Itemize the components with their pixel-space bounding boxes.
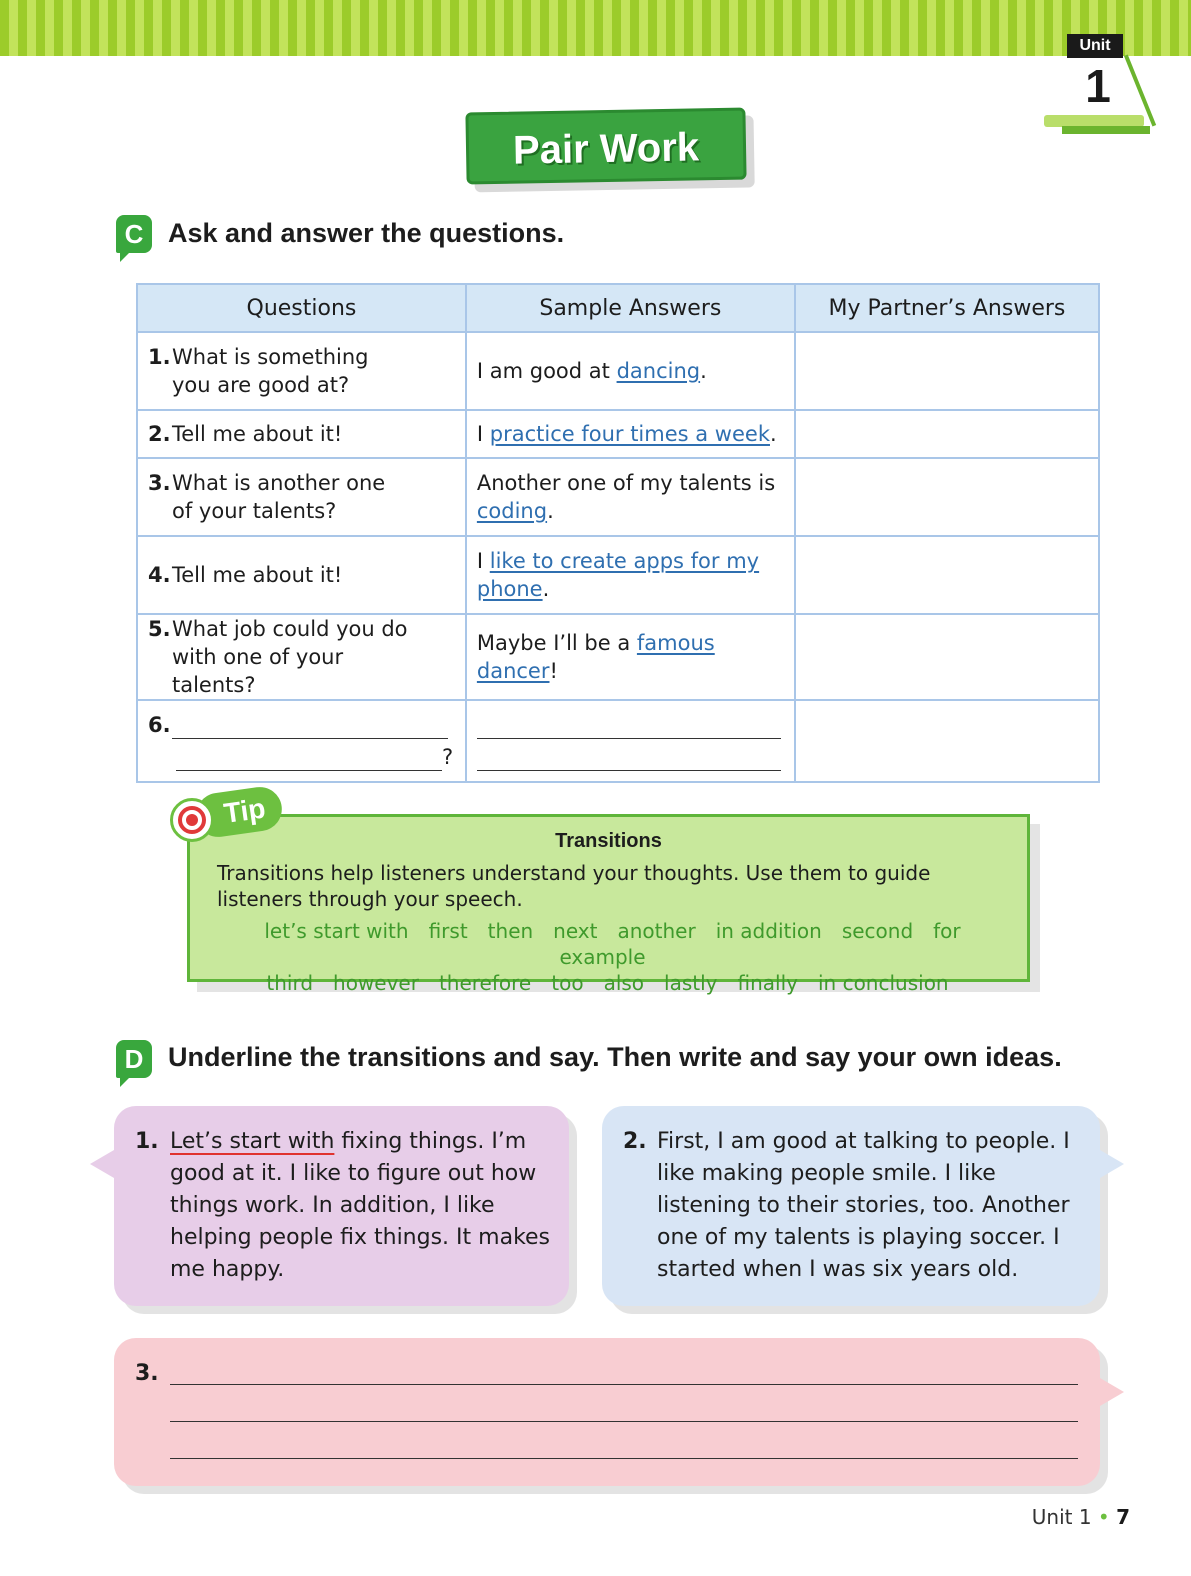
bubble-body: fixing things. I’m good at it. I like to figure out how things work. In addition, I like helping people fix things. It makes me happy.: [170, 1129, 551, 1282]
answer-punct: !: [549, 659, 558, 683]
partner-answer-cell[interactable]: [795, 700, 1099, 782]
bubble-text[interactable]: First, I am good at talking to people. I like making people smile. I like listening to their stories, too. Another one of my talents is playing soccer. I started when I was six years old.: [657, 1129, 1070, 1282]
column-header-sample-answers: Sample Answers: [466, 284, 795, 332]
table-row: [137, 332, 1099, 410]
sample-answer-cell: [466, 700, 795, 782]
answer-text: I am good at: [476, 359, 617, 383]
question-blank-line[interactable]: [176, 746, 442, 771]
question-cell: [137, 458, 466, 536]
transition-word: second: [841, 919, 914, 943]
page-number: 7: [1116, 1505, 1130, 1529]
sample-answer-cell: [466, 332, 795, 410]
section-c-instruction: Ask and answer the questions.: [168, 218, 565, 248]
section-d-instruction: Underline the transitions and say. Then write and say your own ideas.: [168, 1042, 1062, 1072]
table-row: [137, 700, 1099, 782]
transition-word: next: [553, 919, 598, 943]
sample-answer-cell: [466, 614, 795, 700]
footer-dot: •: [1097, 1505, 1110, 1529]
partner-answer-cell[interactable]: [795, 614, 1099, 700]
table-header-row: [137, 284, 1099, 332]
transition-word: therefore: [438, 971, 532, 995]
question-number: 2.: [148, 422, 171, 446]
answer-blank-line[interactable]: [477, 746, 781, 771]
question-blank-line[interactable]: [172, 714, 448, 739]
answer-highlight: famous dancer: [476, 631, 715, 683]
question-number: 4.: [148, 563, 171, 587]
question-cell: [137, 332, 466, 410]
transition-words: [205, 918, 1010, 996]
transition-word: in addition: [715, 919, 822, 943]
answer-text: I: [476, 549, 490, 573]
transition-word: also: [603, 971, 645, 995]
bubble-text[interactable]: [170, 1126, 550, 1286]
question-text: What is another one of your talents?: [172, 471, 386, 523]
question-number: 5.: [148, 617, 171, 641]
answer-punct: .: [769, 422, 777, 446]
unit-badge-ledge: [1062, 126, 1150, 134]
partner-answer-cell[interactable]: [795, 458, 1099, 536]
transition-words-row: [205, 918, 1010, 970]
questions-table: [136, 283, 1100, 783]
speech-bubble-3: [114, 1338, 1100, 1486]
question-cell: [137, 410, 466, 458]
table-row: [137, 458, 1099, 536]
question-text: What is something you are good at?: [172, 345, 369, 397]
answer-punct: .: [700, 359, 707, 383]
writing-line[interactable]: [170, 1421, 1078, 1422]
sample-answer-cell: [466, 458, 795, 536]
question-text: What job could you do with one of your talents?: [172, 617, 408, 697]
question-number: 1.: [148, 345, 171, 369]
partner-answer-cell[interactable]: [795, 410, 1099, 458]
transition-words-row: [205, 970, 1010, 996]
transition-word: another: [617, 919, 696, 943]
page-title: Pair Work: [465, 108, 746, 185]
table-row: [137, 614, 1099, 700]
tip-title: Transitions: [555, 830, 662, 852]
sample-answer-cell: [466, 410, 795, 458]
bubble-number: 2.: [623, 1129, 647, 1154]
answer-text: Another one of my talents is: [476, 471, 776, 495]
answer-highlight: dancing: [616, 359, 701, 383]
answer-highlight: like to create apps for my phone: [476, 549, 760, 601]
question-cell: [137, 536, 466, 614]
tip-text: Transitions help listeners understand your thoughts. Use them to guide listeners through your speech.: [217, 861, 931, 911]
unit-label: Unit: [1067, 34, 1123, 58]
transition-word: for example: [559, 919, 961, 969]
footer-unit: Unit 1: [1031, 1505, 1092, 1529]
answer-text: Maybe I’ll be a: [476, 631, 637, 655]
column-header-questions: Questions: [137, 284, 466, 332]
answer-punct: .: [542, 577, 550, 601]
column-header-partner-answers: My Partner’s Answers: [795, 284, 1099, 332]
tip-label: Tip: [193, 784, 284, 840]
underlined-transition: Let’s start with: [170, 1129, 335, 1154]
transition-word: then: [487, 919, 534, 943]
transition-word: in conclusion: [817, 971, 949, 995]
partner-answer-cell[interactable]: [795, 536, 1099, 614]
transition-word: third: [266, 971, 314, 995]
unit-number: 1: [1085, 60, 1111, 112]
question-mark: ?: [442, 745, 454, 769]
section-d-badge: D: [116, 1040, 152, 1078]
table-row: [137, 410, 1099, 458]
question-number: 6.: [148, 713, 171, 737]
transition-word: lastly: [664, 971, 718, 995]
top-stripe: [0, 0, 1191, 56]
question-number: 3.: [148, 471, 171, 495]
answer-highlight: practice four times a week: [489, 422, 770, 446]
question-text: Tell me about it!: [172, 563, 343, 587]
question-cell: [137, 614, 466, 700]
bubble-number: 3.: [135, 1361, 159, 1386]
question-cell: [137, 700, 466, 782]
bubble-number: 1.: [135, 1129, 159, 1154]
writing-line[interactable]: [170, 1384, 1078, 1385]
transition-word: however: [333, 971, 419, 995]
answer-text: I: [476, 422, 490, 446]
answer-highlight: coding: [476, 499, 548, 523]
answer-blank-line[interactable]: [477, 714, 781, 739]
page-footer: [1030, 1505, 1130, 1529]
section-c-badge: C: [116, 215, 152, 253]
writing-line[interactable]: [170, 1458, 1078, 1459]
transition-word: let’s start with: [264, 919, 409, 943]
sample-answer-cell: [466, 536, 795, 614]
table-row: [137, 536, 1099, 614]
question-text: Tell me about it!: [172, 422, 343, 446]
transition-word: first: [428, 919, 468, 943]
transition-word: too: [551, 971, 584, 995]
answer-punct: .: [547, 499, 554, 523]
transition-word: finally: [737, 971, 798, 995]
partner-answer-cell[interactable]: [795, 332, 1099, 410]
